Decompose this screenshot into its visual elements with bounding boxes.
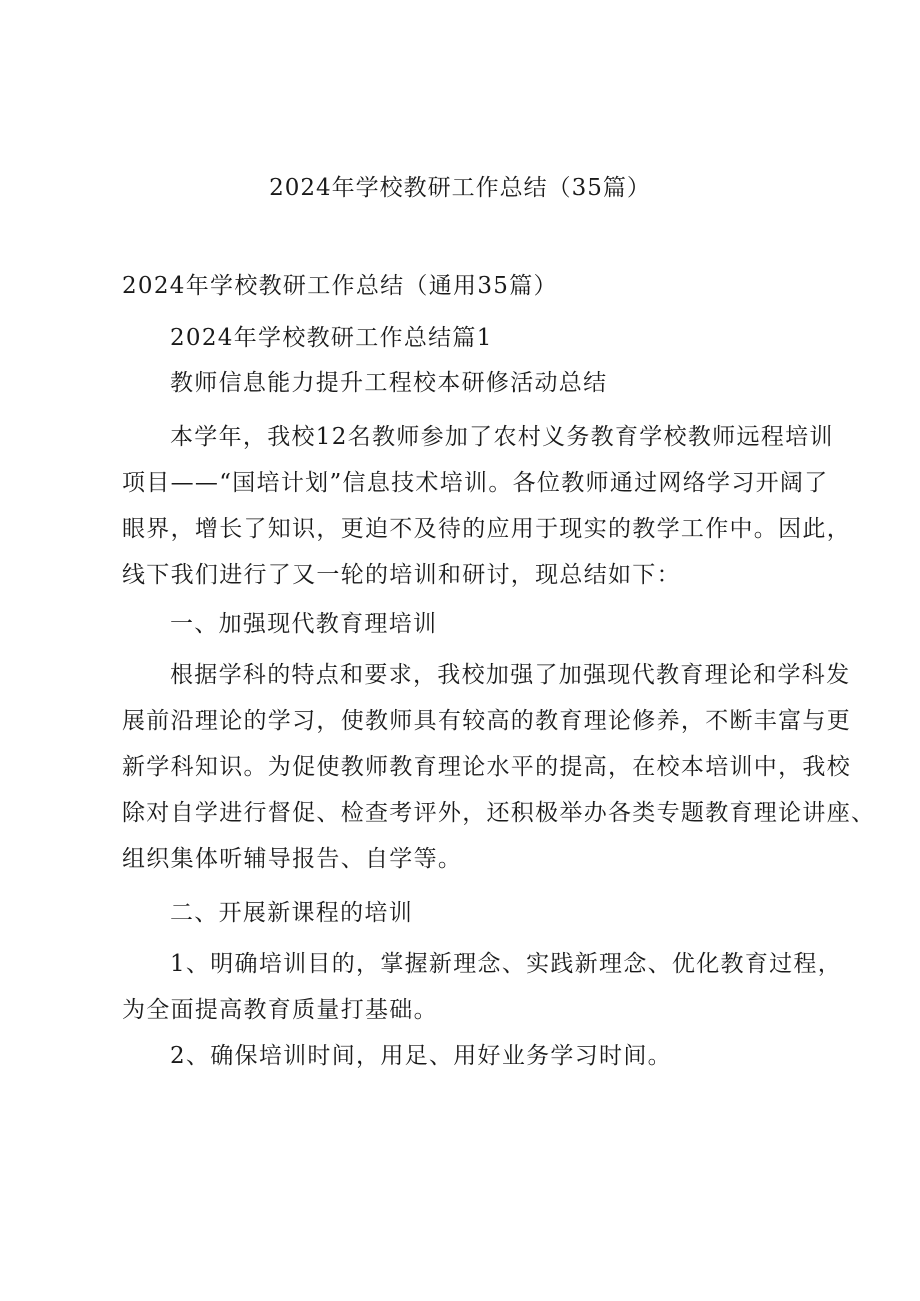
section-heading-1: 一、加强现代教育理培训	[170, 611, 438, 637]
article-heading: 2024年学校教研工作总结篇1	[170, 325, 493, 351]
paragraph-line: 项目——“国培计划”信息技术培训。各位教师通过网络学习开阔了	[122, 470, 829, 496]
paragraph-line: 线下我们进行了又一轮的培训和研讨，现总结如下：	[122, 562, 681, 588]
paragraph-line: 本学年，我校12名教师参加了农村义务教育学校教师远程培训	[170, 424, 834, 450]
paragraph-line: 展前沿理论的学习，使教师具有较高的教育理论修养，不断丰富与更	[122, 708, 851, 734]
paragraph-line: 根据学科的特点和要求，我校加强了加强现代教育理论和学科发	[170, 662, 851, 688]
paragraph-line: 1、明确培训目的，掌握新理念、实践新理念、优化教育过程，	[170, 951, 843, 977]
paragraph-line: 除对自学进行督促、检查考评外，还积极举办各类专题教育理论讲座、	[122, 800, 876, 826]
intro-paragraph	[122, 414, 851, 598]
document-title: 2024年学校教研工作总结（35篇）	[269, 175, 651, 201]
section1-paragraph	[122, 652, 876, 882]
paragraph-line: 组织集体听辅导报告、自学等。	[122, 846, 463, 872]
section-heading-2: 二、开展新课程的培训	[170, 900, 413, 926]
document-subtitle: 2024年学校教研工作总结（通用35篇）	[122, 273, 558, 299]
item2-paragraph: 2、确保培训时间，用足、用好业务学习时间。	[170, 1043, 672, 1069]
item1-paragraph	[122, 941, 842, 1033]
paragraph-line: 眼界，增长了知识，更迫不及待的应用于现实的教学工作中。因此，	[122, 516, 851, 542]
topic-heading: 教师信息能力提升工程校本研修活动总结	[170, 370, 608, 396]
paragraph-line: 新学科知识。为促使教师教育理论水平的提高，在校本培训中，我校	[122, 754, 851, 780]
paragraph-line: 为全面提高教育质量打基础。	[122, 997, 438, 1023]
